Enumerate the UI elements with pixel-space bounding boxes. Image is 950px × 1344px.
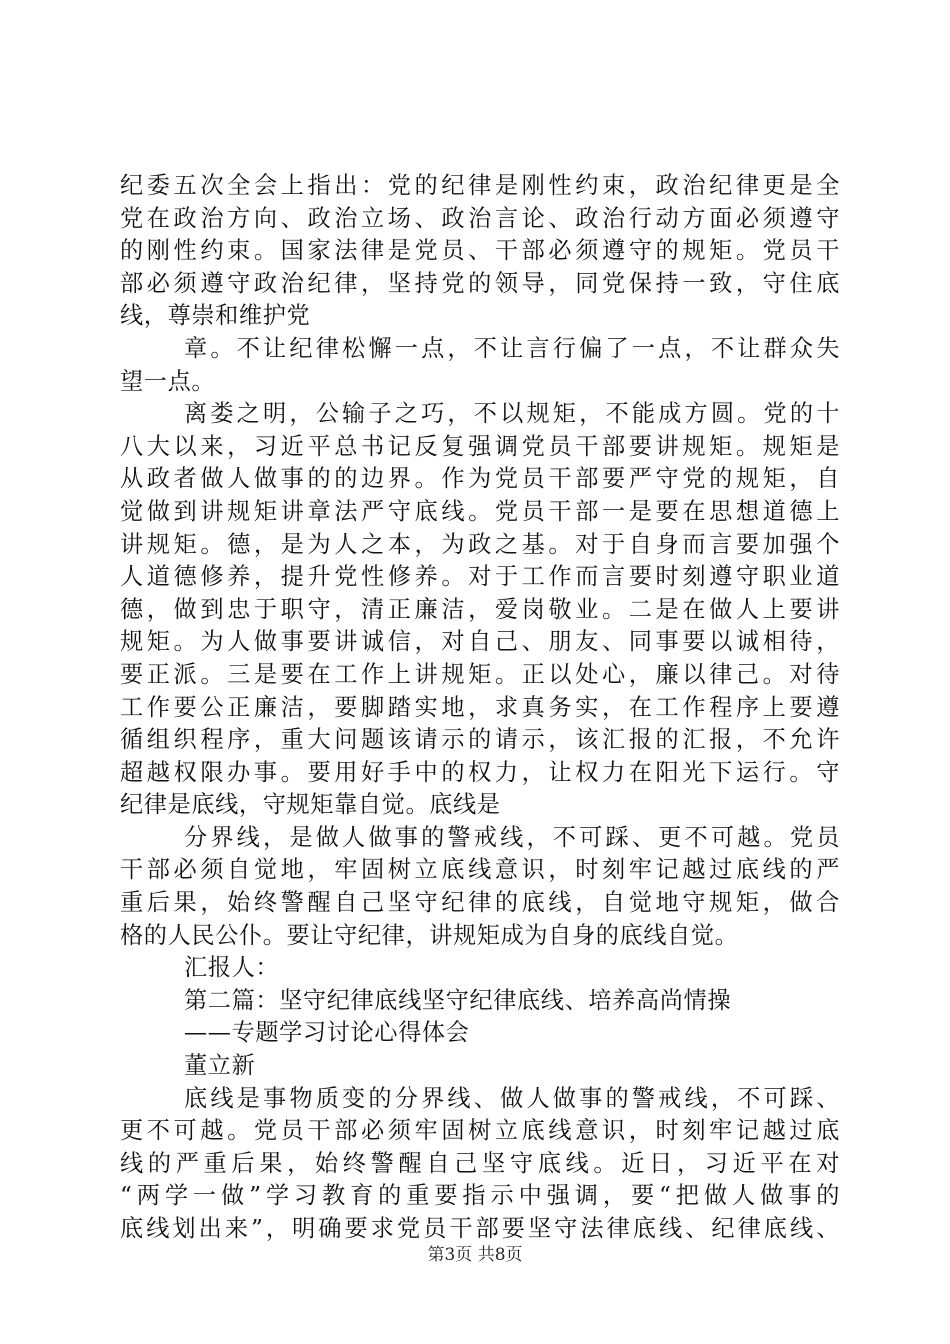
text-line: 格的人民公仆。要让守纪律，讲规矩成为自身的底线自觉。 [120,921,739,949]
text-line: 纪委五次全会上指出：党的纪律是刚性约束，政治纪律更是全 [120,172,840,199]
text-line: 重后果，始终警醒自己坚守纪律的底线，自觉地守规矩，做合 [120,889,840,917]
text-line: 从政者做人做事的的边界。作为党员干部要严守党的规矩，自 [120,465,840,493]
text-line: 八大以来，习近平总书记反复强调党员干部要讲规矩。规矩是 [120,432,840,460]
text-line: 人道德修养，提升党性修养。对于工作而言要时刻遵守职业道 [120,563,840,591]
text-line: 规矩。为人做事要讲诚信，对自己、朋友、同事要以诚相待， [120,628,840,656]
text-line: ——专题学习讨论心得体会 [184,1019,470,1047]
text-line: “两学一做”学习教育的重要指示中强调，要“把做人做事的 [120,1182,840,1210]
text-line: 线的严重后果，始终警醒自己坚守底线。近日，习近平在对 [120,1149,840,1177]
text-line: 更不可越。党员干部必须牢固树立底线意识，时刻牢记越过底 [120,1117,840,1145]
text-line: 分界线，是做人做事的警戒线，不可踩、更不可越。党员 [184,823,840,851]
text-line: 底线是事物质变的分界线、做人做事的警戒线，不可踩、 [184,1084,840,1112]
text-line: 望一点。 [120,367,216,395]
text-line: 超越权限办事。要用好手中的权力，让权力在阳光下运行。守 [120,758,840,786]
text-line: 底线划出来”，明确要求党员干部要坚守法律底线、纪律底线、 [120,1215,840,1242]
text-line: 纪律是底线，守规矩靠自觉。底线是 [120,791,501,819]
text-line: 工作要公正廉洁，要脚踏实地，求真务实，在工作程序上要遵 [120,693,840,721]
page-footer: 第3页 共8页 [427,1245,523,1265]
document-body [120,170,840,1246]
text-line: 的刚性约束。国家法律是党员、干部必须遵守的规矩。党员干 [120,237,840,265]
text-line: 第二篇：坚守纪律底线坚守纪律底线、培养高尚情操 [184,986,732,1014]
text-line: 章。不让纪律松懈一点，不让言行偏了一点，不让群众失 [184,334,840,362]
text-line: 要正派。三是要在工作上讲规矩。正以处心，廉以律己。对待 [120,660,840,688]
text-line: 讲规矩。德，是为人之本，为政之基。对于自身而言要加强个 [120,530,840,558]
text-line: 离娄之明，公输子之巧，不以规矩，不能成方圆。党的十 [184,400,840,428]
text-line: 部必须遵守政治纪律，坚持党的领导，同党保持一致，守住底 [120,269,840,297]
text-line: 德，做到忠于职守，清正廉洁，爱岗敬业。二是在做人上要讲 [120,595,840,623]
text-line: 党在政治方向、政治立场、政治言论、政治行动方面必须遵守 [120,204,840,232]
text-line: 董立新 [184,1052,256,1080]
text-line: 汇报人： [184,954,280,982]
text-line: 干部必须自觉地，牢固树立底线意识，时刻牢记越过底线的严 [120,856,840,884]
text-line: 循组织程序，重大问题该请示的请示，该汇报的汇报，不允许 [120,726,840,754]
text-line: 线，尊崇和维护党 [120,302,311,330]
text-line: 觉做到讲规矩讲章法严守底线。党员干部一是要在思想道德上 [120,497,840,525]
